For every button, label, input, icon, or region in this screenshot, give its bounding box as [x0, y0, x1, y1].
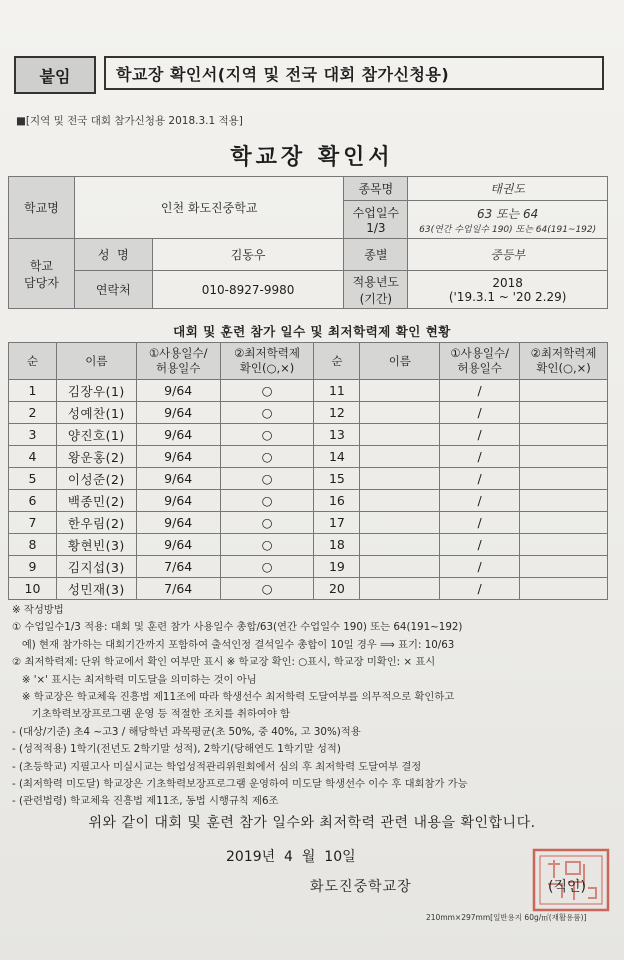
student-name: 한우림(2): [56, 512, 136, 534]
row-number: 1: [9, 380, 57, 402]
school-label: 학교명: [9, 177, 75, 239]
row-number: 10: [9, 578, 57, 600]
row-number: 9: [9, 556, 57, 578]
school-days-label: [344, 201, 408, 239]
staff-label-line2: 담당자: [24, 275, 59, 290]
confirmation-statement: 위와 같이 대회 및 훈련 참가 일수와 최저학력 관련 내용을 확인합니다.: [88, 815, 536, 831]
instruction-line: - (관련법령) 학교체육 진흥법 제11조, 동법 시행규칙 제6조: [12, 795, 279, 808]
row-number-2: 13: [314, 424, 360, 446]
column-header-days: [136, 343, 220, 380]
used-days-2: /: [440, 446, 520, 468]
row-number: 5: [9, 468, 57, 490]
issue-date: 2019년 4 월 10일: [226, 849, 356, 865]
min-academic-check: ○: [220, 424, 314, 446]
min-academic-check-2: [520, 424, 608, 446]
table-row: [9, 468, 608, 490]
column-header-days2-line2: 허용일수: [457, 361, 502, 375]
min-academic-check: ○: [220, 402, 314, 424]
student-name: 성민재(3): [56, 578, 136, 600]
info-table: [8, 176, 608, 309]
school-days-label-line1: 수업일수: [352, 206, 400, 220]
table-row: [9, 402, 608, 424]
used-days-2: /: [440, 424, 520, 446]
table-row: [9, 556, 608, 578]
participants-table: [8, 342, 608, 600]
row-number: 3: [9, 424, 57, 446]
row-number-2: 16: [314, 490, 360, 512]
student-name: 이성준(2): [56, 468, 136, 490]
student-name: 황현빈(3): [56, 534, 136, 556]
row-number: 4: [9, 446, 57, 468]
column-header-days-line1: ①사용일수/: [148, 346, 208, 360]
instruction-line: ※ 작성방법: [12, 604, 64, 616]
row-number-2: 12: [314, 402, 360, 424]
student-name: 김장우(1): [56, 380, 136, 402]
min-academic-check: ○: [220, 512, 314, 534]
seal-label: (직인): [548, 879, 586, 895]
table-row: [9, 578, 608, 600]
year-value-line2: ('19.3.1 ~ '20 2.29): [448, 289, 567, 304]
attachment-tag: 붙임: [14, 56, 96, 94]
student-name-2: [360, 424, 440, 446]
row-number-2: 20: [314, 578, 360, 600]
year-label-line2: (기간): [359, 291, 393, 306]
principal-signature-line: 화도진중학교장: [310, 879, 412, 895]
student-name-2: [360, 534, 440, 556]
section-title: 대회 및 훈련 참가 일수 및 최저학력제 확인 현황: [173, 324, 451, 339]
used-days: 9/64: [136, 380, 220, 402]
column-header-days-2: [440, 343, 520, 380]
row-number-2: 19: [314, 556, 360, 578]
min-academic-check-2: [520, 556, 608, 578]
table-row: [9, 490, 608, 512]
school-days-value: [408, 201, 608, 239]
sport-value: 태권도: [408, 177, 608, 201]
school-days-label-line2: 1/3: [366, 221, 386, 235]
used-days-2: /: [440, 468, 520, 490]
instruction-line: 예) 현재 참가하는 대회기간까지 포함하여 출석인정 결석일수 총합이 10일 경우 ⟹ 표기: 10/63: [12, 638, 455, 651]
column-header-min2-line1: ②최저학력제: [530, 346, 597, 360]
column-header-days2-line1: ①사용일수/: [450, 346, 509, 360]
column-header-name-2: 이름: [360, 343, 440, 380]
student-name: 양진호(1): [56, 424, 136, 446]
category-label: 종별: [344, 239, 408, 271]
column-header-days-line2: 허용일수: [155, 361, 201, 375]
student-name-2: [360, 490, 440, 512]
min-academic-check-2: [520, 402, 608, 424]
column-header-min2-line2: 확인(○,×): [536, 361, 591, 375]
applicability-note: ■[지역 및 전국 대회 참가신청용 2018.3.1 적용]: [16, 115, 243, 127]
instruction-line: - (최저학력 미도달) 학교장은 기초학력보장프로그램 운영하여 미도달 학생선수 이수 후 대회참가 가능: [12, 778, 468, 791]
sport-label: 종목명: [344, 177, 408, 201]
used-days: 9/64: [136, 402, 220, 424]
staff-label-line1: 학교: [29, 258, 54, 273]
column-header-no-2: 순: [314, 343, 360, 380]
table-row: [9, 380, 608, 402]
row-number-2: 18: [314, 534, 360, 556]
student-name: 왕운홍(2): [56, 446, 136, 468]
row-number: 8: [9, 534, 57, 556]
staff-name-label: 성 명: [74, 239, 152, 271]
used-days-2: /: [440, 578, 520, 600]
student-name-2: [360, 556, 440, 578]
student-name-2: [360, 402, 440, 424]
min-academic-check: ○: [220, 534, 314, 556]
header-title: 학교장 확인서(지역 및 전국 대회 참가신청용): [104, 56, 604, 90]
year-label-line1: 적용년도: [352, 274, 400, 289]
instruction-line: 기초학력보장프로그램 운영 등 적절한 조치를 취하여야 함: [12, 708, 290, 721]
used-days-2: /: [440, 402, 520, 424]
document-title: 학교장 확인서: [230, 145, 394, 170]
instruction-line: ② 최저학력제: 단위 학교에서 확인 여부만 표시 ※ 학교장 확인: ○표시, 학교장 미확인: × 표시: [12, 656, 436, 669]
used-days: 9/64: [136, 468, 220, 490]
instruction-line: ※ '×' 표시는 최저학력 미도달을 의미하는 것이 아님: [12, 673, 257, 686]
instruction-line: ① 수업일수1/3 적용: 대회 및 훈련 참가 사용일수 총합/63(연간 수업일수 190) 또는 64(191~192): [12, 621, 463, 634]
used-days-2: /: [440, 380, 520, 402]
student-name: 김지섭(3): [56, 556, 136, 578]
used-days: 9/64: [136, 490, 220, 512]
used-days-2: /: [440, 490, 520, 512]
staff-contact-value: 010-8927-9980: [152, 271, 344, 309]
used-days: 9/64: [136, 446, 220, 468]
min-academic-check: ○: [220, 468, 314, 490]
row-number-2: 17: [314, 512, 360, 534]
used-days: 9/64: [136, 424, 220, 446]
used-days: 9/64: [136, 534, 220, 556]
instruction-line: - (대상/기준) 초4 ~고3 / 해당학년 과목평균(초 50%, 중 40%, 고 30%)적용: [12, 725, 361, 738]
min-academic-check: ○: [220, 490, 314, 512]
min-academic-check: ○: [220, 380, 314, 402]
participants-body: [9, 380, 608, 600]
student-name-2: [360, 512, 440, 534]
table-row: [9, 534, 608, 556]
staff-label: [9, 239, 75, 309]
column-header-no: 순: [9, 343, 57, 380]
year-label: [344, 271, 408, 309]
instruction-line: ※ 학교장은 학교체육 진흥법 제11조에 따라 학생선수 최저학력 도달여부를 의무적으로 확인하고: [12, 691, 455, 704]
student-name-2: [360, 380, 440, 402]
min-academic-check-2: [520, 534, 608, 556]
staff-contact-label: 연락처: [74, 271, 152, 309]
student-name-2: [360, 446, 440, 468]
student-name: 성예찬(1): [56, 402, 136, 424]
staff-name-value: 김동우: [152, 239, 344, 271]
used-days: 7/64: [136, 578, 220, 600]
instruction-line: - (성적적용) 1학기(전년도 2학기말 성적), 2학기(당해연도 1학기말 성적): [12, 743, 341, 756]
column-header-min-academic-2: [520, 343, 608, 380]
student-name-2: [360, 468, 440, 490]
min-academic-check: ○: [220, 578, 314, 600]
min-academic-check-2: [520, 380, 608, 402]
used-days: 7/64: [136, 556, 220, 578]
table-row: [9, 424, 608, 446]
student-name-2: [360, 578, 440, 600]
used-days: 9/64: [136, 512, 220, 534]
min-academic-check: ○: [220, 556, 314, 578]
year-value-line1: 2018: [492, 275, 523, 290]
used-days-2: /: [440, 534, 520, 556]
row-number-2: 14: [314, 446, 360, 468]
column-header-min-academic: [220, 343, 314, 380]
min-academic-check-2: [520, 468, 608, 490]
row-number-2: 11: [314, 380, 360, 402]
category-value: 중등부: [408, 239, 608, 271]
row-number-2: 15: [314, 468, 360, 490]
table-row: [9, 446, 608, 468]
year-value: [408, 271, 608, 309]
instruction-line: - (초등학교) 지필고사 미실시교는 학업성적관리위원회에서 심의 후 최저학력 도달여부 결정: [12, 760, 422, 773]
instructions: [12, 602, 612, 811]
school-days-value-line2: 63(연간 수업일수 190) 또는 64(191~192): [419, 224, 597, 235]
school-value: 인천 화도진중학교: [74, 177, 344, 239]
min-academic-check-2: [520, 446, 608, 468]
row-number: 6: [9, 490, 57, 512]
school-days-value-line1: 63 또는 64: [476, 206, 539, 221]
row-number: 7: [9, 512, 57, 534]
student-name: 백종민(2): [56, 490, 136, 512]
column-header-min-line1: ②최저학력제: [234, 346, 300, 360]
min-academic-check: ○: [220, 446, 314, 468]
table-row: [9, 512, 608, 534]
column-header-min-line2: 확인(○,×): [239, 361, 295, 375]
column-header-name: 이름: [56, 343, 136, 380]
min-academic-check-2: [520, 512, 608, 534]
min-academic-check-2: [520, 490, 608, 512]
row-number: 2: [9, 402, 57, 424]
used-days-2: /: [440, 556, 520, 578]
paper-spec-footer: 210mm×297mm[일반용지 60g/㎡(재활용품)]: [426, 913, 587, 922]
min-academic-check-2: [520, 578, 608, 600]
used-days-2: /: [440, 512, 520, 534]
